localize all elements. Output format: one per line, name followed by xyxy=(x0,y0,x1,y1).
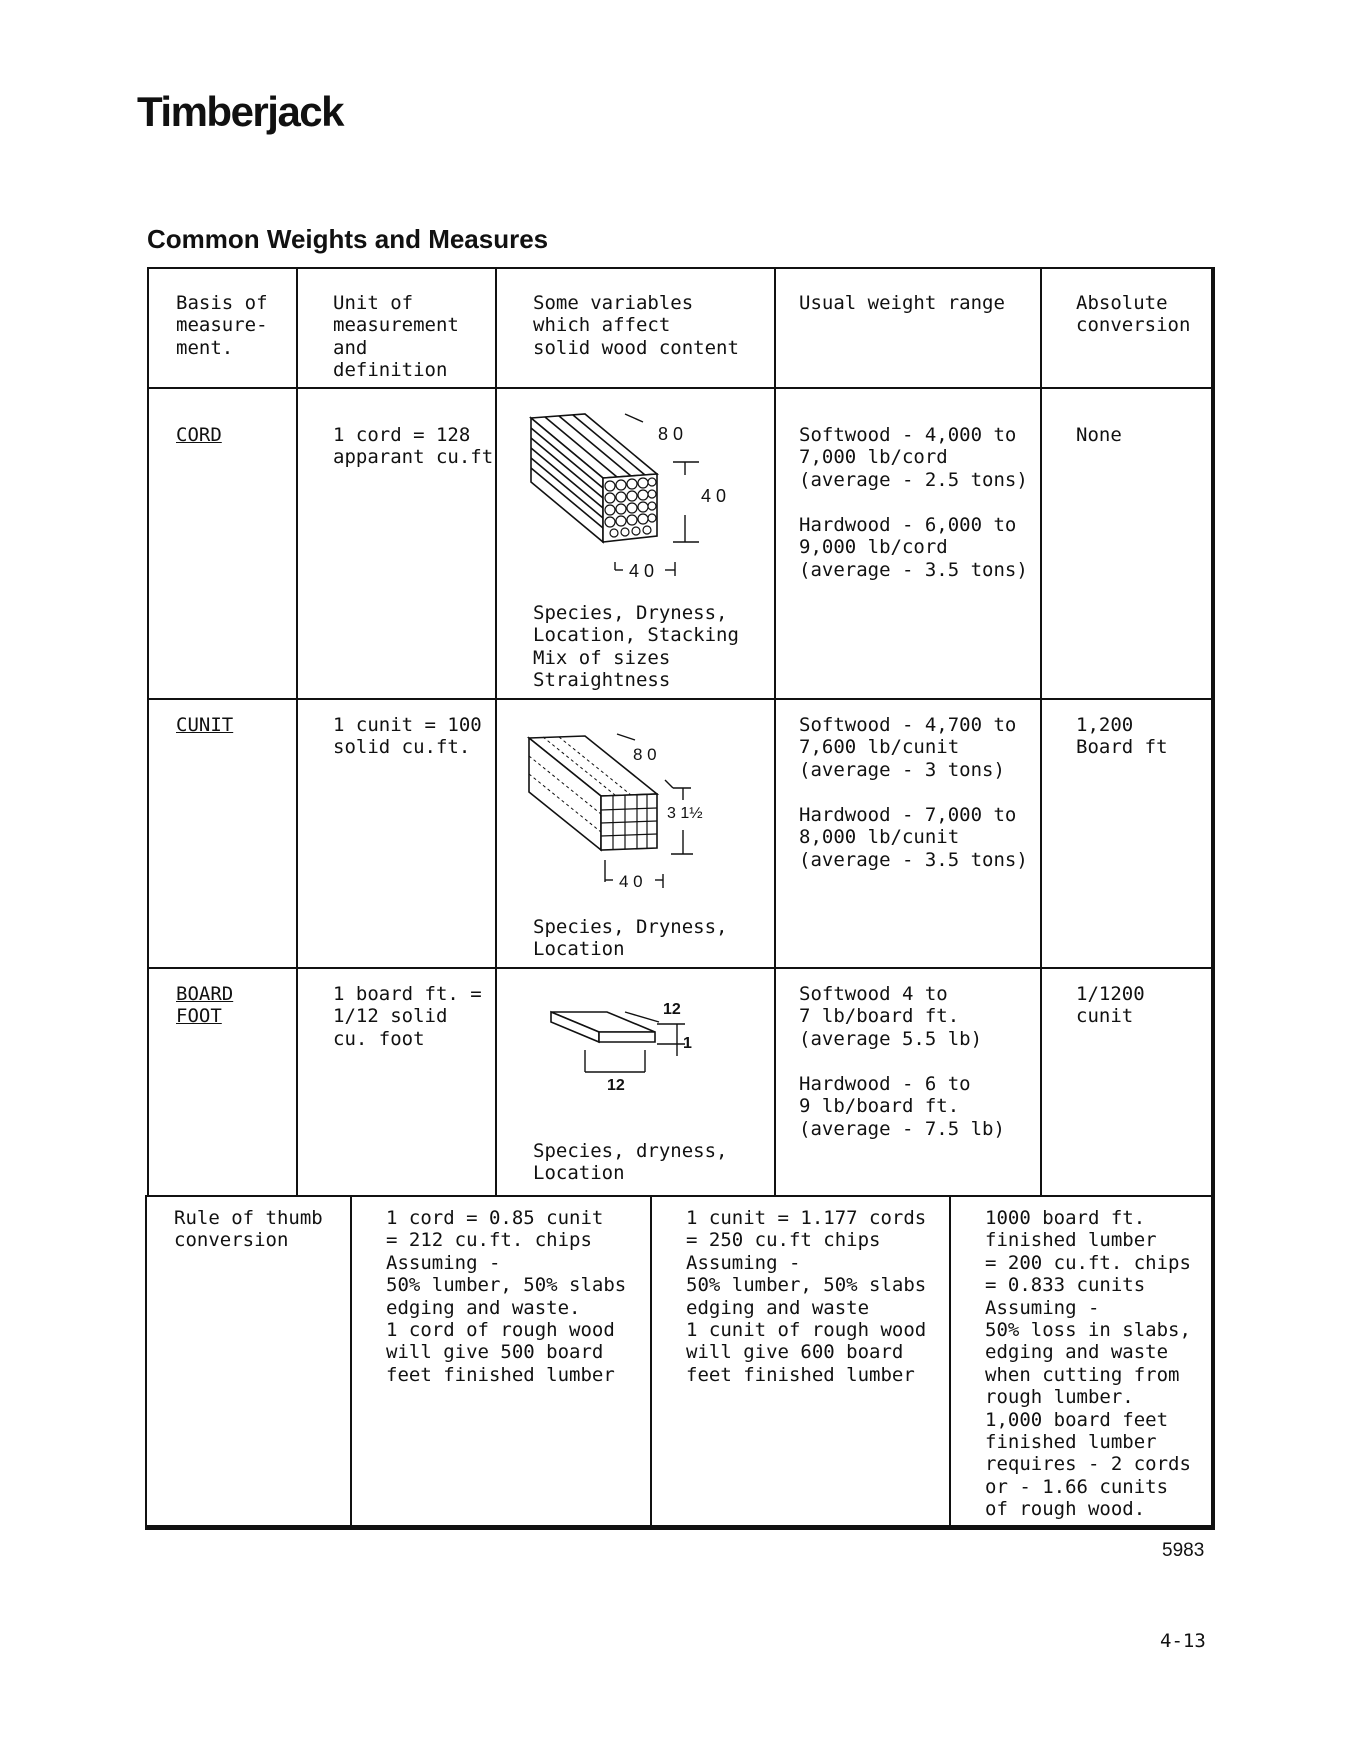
row-cord-basis: CORD xyxy=(176,424,222,446)
row-cord-unit: 1 cord = 128 apparant cu.ft xyxy=(333,424,494,469)
row-board-conversion: 1/1200 cunit xyxy=(1076,983,1145,1028)
row-board-basis-line1: BOARD xyxy=(176,983,234,1005)
row-cunit-variables: Species, Dryness, Location xyxy=(533,916,728,961)
brand-title: Timberjack xyxy=(137,88,344,135)
row-board-basis-line2: FOOT xyxy=(176,1005,222,1027)
cunit-width-label: 4 0 xyxy=(619,872,643,891)
cunit-height-label: 3 1½ xyxy=(667,805,703,822)
row-cord-hardwood: Hardwood - 6,000 to 9,000 lb/cord (average - 3.5 tons) xyxy=(799,514,1028,581)
row-board-variables: Species, dryness, Location xyxy=(533,1140,728,1185)
figure-number: 5983 xyxy=(1162,1540,1205,1561)
row-board-hardwood: Hardwood - 6 to 9 lb/board ft. (average - 7.5 lb) xyxy=(799,1073,1005,1140)
board-height-label: 1 xyxy=(683,1035,692,1052)
row-cunit-unit: 1 cunit = 100 solid cu.ft. xyxy=(333,714,482,759)
header-variables: Some variables which affect solid wood content xyxy=(533,292,739,359)
row-cord-softwood: Softwood - 4,000 to 7,000 lb/cord (average - 2.5 tons) xyxy=(799,424,1028,491)
rule-of-thumb-board: 1000 board ft. finished lumber = 200 cu.ft. chips = 0.833 cunits Assuming - 50% loss in slabs, edging and waste when cutting from rough lumber. 1,000 board feet finished lumber requires - 2 cords or - 1.66 cunits of rough wood. xyxy=(985,1207,1191,1521)
rule-of-thumb-cord: 1 cord = 0.85 cunit = 212 cu.ft. chips Assuming - 50% lumber, 50% slabs edging and waste. 1 cord of rough wood will give 500 board feet finished lumber xyxy=(386,1207,627,1386)
rule-of-thumb-label: Rule of thumb conversion xyxy=(174,1207,323,1252)
row-board-softwood: Softwood 4 to 7 lb/board ft. (average 5.5 lb) xyxy=(799,983,983,1050)
row-cunit-softwood: Softwood - 4,700 to 7,600 lb/cunit (average - 3 tons) xyxy=(799,714,1017,781)
row-cunit-hardwood: Hardwood - 7,000 to 8,000 lb/cunit (average - 3.5 tons) xyxy=(799,804,1028,871)
page-number: 4-13 xyxy=(1160,1630,1206,1652)
rule-of-thumb-cunit: 1 cunit = 1.177 cords = 250 cu.ft chips Assuming - 50% lumber, 50% slabs edging and waste 1 cunit of rough wood will give 600 board feet finished lumber xyxy=(686,1207,927,1386)
cord-stack-figure xyxy=(525,410,755,585)
row-board-unit: 1 board ft. = 1/12 solid cu. foot xyxy=(333,983,482,1050)
cunit-length-label: 8 0 xyxy=(633,745,657,764)
header-weight: Usual weight range xyxy=(799,292,1005,314)
row-cord-conversion: None xyxy=(1076,424,1122,446)
row-cunit-conversion: 1,200 Board ft xyxy=(1076,714,1168,759)
cord-width-label: 4 0 xyxy=(629,561,655,581)
row-cunit-basis: CUNIT xyxy=(176,714,234,736)
cord-height-label: 4 0 xyxy=(701,486,727,506)
board-width-label: 12 xyxy=(607,1077,625,1094)
board-foot-figure xyxy=(545,998,725,1108)
header-unit: Unit of measurement and definition xyxy=(333,292,459,382)
header-conversion: Absolute conversion xyxy=(1076,292,1191,337)
board-length-label: 12 xyxy=(663,1001,681,1018)
header-basis: Basis of measure- ment. xyxy=(176,292,268,359)
cunit-block-figure xyxy=(525,730,755,900)
row-cord-variables: Species, Dryness, Location, Stacking Mix of sizes Straightness xyxy=(533,602,739,692)
section-title: Common Weights and Measures xyxy=(147,224,549,254)
cord-length-label: 8 0 xyxy=(658,424,684,444)
